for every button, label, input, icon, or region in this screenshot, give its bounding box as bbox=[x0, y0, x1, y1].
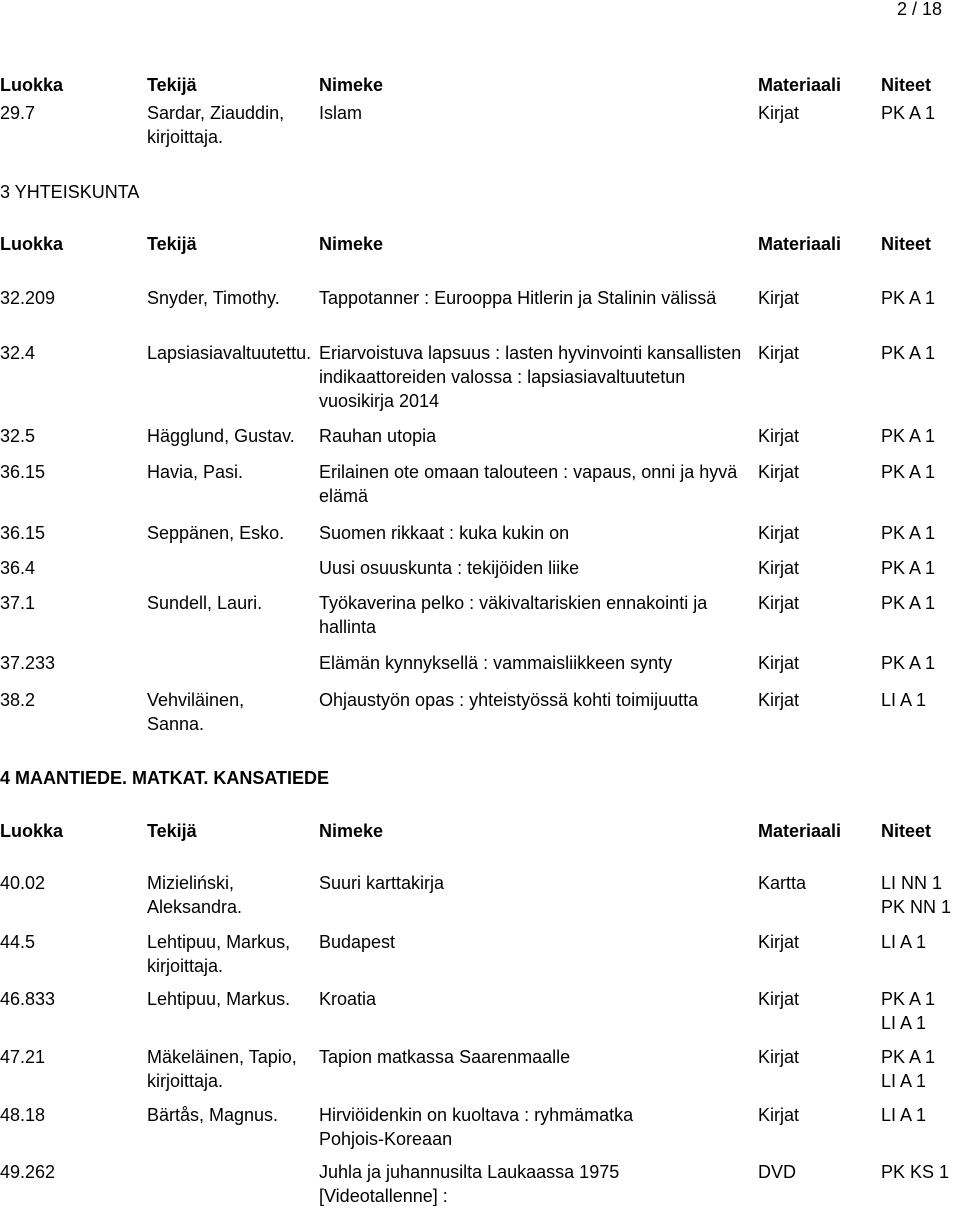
cell-materiaali: Kirjat bbox=[758, 1105, 800, 1125]
cell-tekija: Sardar, Ziauddin, kirjoittaja. bbox=[147, 103, 285, 147]
header-nimeke: Nimeke bbox=[319, 234, 384, 254]
cell-tekija: Havia, Pasi. bbox=[147, 462, 244, 482]
cell-tekija: Mäkeläinen, Tapio, kirjoittaja. bbox=[147, 1047, 297, 1091]
section-title-maantiede: 4 MAANTIEDE. MATKAT. KANSATIEDE bbox=[0, 768, 330, 788]
cell-materiaali: Kirjat bbox=[758, 103, 800, 123]
cell-niteet: PK A 1 LI A 1 bbox=[881, 1047, 936, 1091]
cell-niteet: PK KS 1 bbox=[881, 1162, 950, 1182]
page-number: 2 / 18 bbox=[896, 0, 942, 19]
cell-nimeke: Islam bbox=[319, 103, 363, 123]
cell-niteet: PK A 1 bbox=[881, 288, 936, 308]
cell-tekija: Lapsiasiavaltuutettu. bbox=[147, 343, 312, 363]
cell-materiaali: Kirjat bbox=[758, 690, 800, 710]
cell-materiaali: Kirjat bbox=[758, 593, 800, 613]
cell-niteet: PK A 1 bbox=[881, 462, 936, 482]
cell-tekija: Bärtås, Magnus. bbox=[147, 1105, 279, 1125]
cell-nimeke: Budapest bbox=[319, 932, 396, 952]
cell-niteet: PK A 1 bbox=[881, 103, 936, 123]
cell-niteet: PK A 1 bbox=[881, 343, 936, 363]
cell-niteet: PK A 1 bbox=[881, 523, 936, 543]
cell-materiaali: Kirjat bbox=[758, 1047, 800, 1067]
cell-luokka: 48.18 bbox=[0, 1105, 46, 1125]
cell-niteet: PK A 1 bbox=[881, 426, 936, 446]
cell-materiaali: Kirjat bbox=[758, 288, 800, 308]
cell-niteet: LI NN 1 PK NN 1 bbox=[881, 873, 952, 917]
cell-luokka: 37.1 bbox=[0, 593, 36, 613]
cell-luokka: 36.15 bbox=[0, 462, 46, 482]
header-materiaali: Materiaali bbox=[758, 75, 842, 95]
cell-luokka: 47.21 bbox=[0, 1047, 46, 1067]
header-materiaali: Materiaali bbox=[758, 821, 842, 841]
cell-nimeke: Hirviöidenkin on kuoltava : ryhmämatka Pohjois-Koreaan bbox=[319, 1105, 634, 1149]
cell-niteet: PK A 1 bbox=[881, 593, 936, 613]
cell-luokka: 36.15 bbox=[0, 523, 46, 543]
header-nimeke: Nimeke bbox=[319, 821, 384, 841]
cell-luokka: 44.5 bbox=[0, 932, 36, 952]
cell-luokka: 37.233 bbox=[0, 653, 56, 673]
cell-luokka: 40.02 bbox=[0, 873, 46, 893]
cell-nimeke: Elämän kynnyksellä : vammaisliikkeen synty bbox=[319, 653, 673, 673]
cell-niteet: PK A 1 LI A 1 bbox=[881, 989, 936, 1033]
cell-nimeke: Suuri karttakirja bbox=[319, 873, 445, 893]
cell-tekija: Sundell, Lauri. bbox=[147, 593, 263, 613]
cell-nimeke: Suomen rikkaat : kuka kukin on bbox=[319, 523, 570, 543]
cell-luokka: 38.2 bbox=[0, 690, 36, 710]
cell-luokka: 36.4 bbox=[0, 558, 36, 578]
cell-niteet: PK A 1 bbox=[881, 558, 936, 578]
header-luokka: Luokka bbox=[0, 234, 64, 254]
cell-materiaali: Kirjat bbox=[758, 653, 800, 673]
cell-luokka: 32.5 bbox=[0, 426, 36, 446]
header-materiaali: Materiaali bbox=[758, 234, 842, 254]
cell-materiaali: DVD bbox=[758, 1162, 797, 1182]
cell-tekija: Mizieliński, Aleksandra. bbox=[147, 873, 243, 917]
cell-nimeke: Kroatia bbox=[319, 989, 377, 1009]
cell-luokka: 49.262 bbox=[0, 1162, 56, 1182]
header-niteet: Niteet bbox=[881, 821, 932, 841]
cell-niteet: LI A 1 bbox=[881, 690, 927, 710]
header-luokka: Luokka bbox=[0, 75, 64, 95]
header-tekija: Tekijä bbox=[147, 234, 197, 254]
cell-materiaali: Kirjat bbox=[758, 932, 800, 952]
cell-materiaali: Kirjat bbox=[758, 462, 800, 482]
header-luokka: Luokka bbox=[0, 821, 64, 841]
cell-luokka: 32.209 bbox=[0, 288, 56, 308]
cell-niteet: LI A 1 bbox=[881, 932, 927, 952]
cell-materiaali: Kirjat bbox=[758, 558, 800, 578]
header-tekija: Tekijä bbox=[147, 821, 197, 841]
cell-nimeke: Erilainen ote omaan talouteen : vapaus, onni ja hyvä elämä bbox=[319, 462, 738, 506]
section-title-yhteiskunta: 3 YHTEISKUNTA bbox=[0, 182, 140, 202]
cell-tekija: Hägglund, Gustav. bbox=[147, 426, 295, 446]
cell-nimeke: Työkaverina pelko : väkivaltariskien ennakointi ja hallinta bbox=[319, 593, 708, 637]
cell-nimeke: Tapion matkassa Saarenmaalle bbox=[319, 1047, 571, 1067]
cell-materiaali: Kirjat bbox=[758, 523, 800, 543]
cell-materiaali: Kirjat bbox=[758, 426, 800, 446]
cell-luokka: 46.833 bbox=[0, 989, 56, 1009]
cell-nimeke: Juhla ja juhannusilta Laukaassa 1975 [Videotallenne] : bbox=[319, 1162, 620, 1206]
cell-nimeke: Ohjaustyön opas : yhteistyössä kohti toimijuutta bbox=[319, 690, 699, 710]
cell-tekija: Vehviläinen, Sanna. bbox=[147, 690, 245, 734]
cell-nimeke: Eriarvoistuva lapsuus : lasten hyvinvointi kansallisten indikaattoreiden valossa : lapsiasiavaltuutetun vuosikirja 2014 bbox=[319, 343, 742, 411]
cell-luokka: 29.7 bbox=[0, 103, 36, 123]
cell-nimeke: Rauhan utopia bbox=[319, 426, 437, 446]
cell-luokka: 32.4 bbox=[0, 343, 36, 363]
header-niteet: Niteet bbox=[881, 234, 932, 254]
header-tekija: Tekijä bbox=[147, 75, 197, 95]
header-nimeke: Nimeke bbox=[319, 75, 384, 95]
cell-materiaali: Kirjat bbox=[758, 343, 800, 363]
cell-nimeke: Uusi osuuskunta : tekijöiden liike bbox=[319, 558, 580, 578]
cell-niteet: LI A 1 bbox=[881, 1105, 927, 1125]
cell-nimeke: Tappotanner : Eurooppa Hitlerin ja Stalinin välissä bbox=[319, 288, 717, 308]
cell-materiaali: Kirjat bbox=[758, 989, 800, 1009]
cell-materiaali: Kartta bbox=[758, 873, 807, 893]
cell-tekija: Lehtipuu, Markus, kirjoittaja. bbox=[147, 932, 291, 976]
cell-tekija: Lehtipuu, Markus. bbox=[147, 989, 291, 1009]
cell-tekija: Seppänen, Esko. bbox=[147, 523, 285, 543]
cell-tekija: Snyder, Timothy. bbox=[147, 288, 280, 308]
header-niteet: Niteet bbox=[881, 75, 932, 95]
cell-niteet: PK A 1 bbox=[881, 653, 936, 673]
